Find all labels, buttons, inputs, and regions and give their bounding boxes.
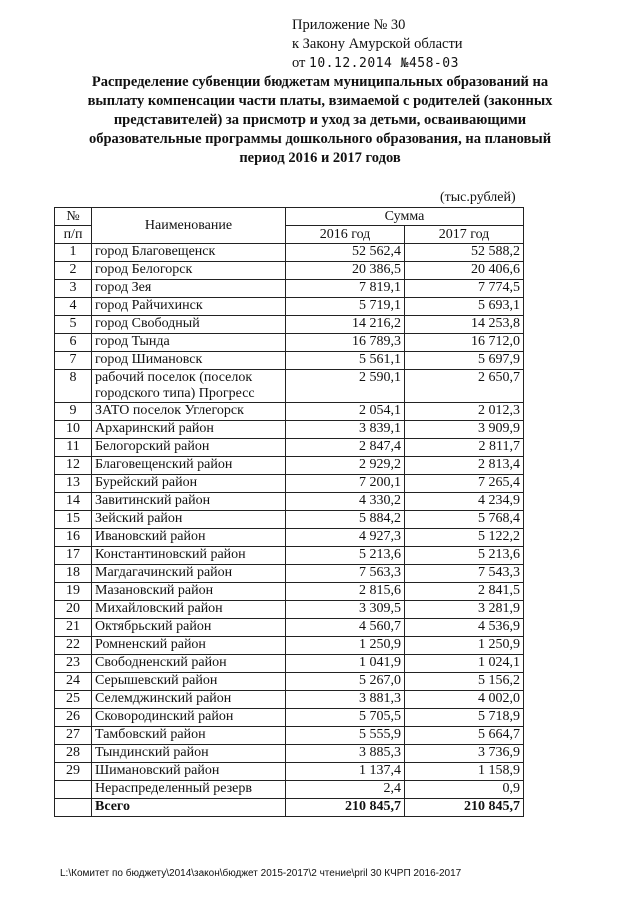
header-num-sub: п/п: [55, 226, 92, 244]
table-row: [55, 781, 524, 799]
row-2017: 16 712,0: [405, 334, 524, 352]
file-path-footer: L:\Комитет по бюджету\2014\закон\бюджет 2015-2017\2 чтение\pril 30 КЧРП 2016-2017: [60, 868, 462, 879]
row-number: 10: [55, 421, 92, 439]
table-row: [55, 763, 524, 781]
row-number: 18: [55, 565, 92, 583]
header-num: №: [55, 208, 92, 226]
row-number: 6: [55, 334, 92, 352]
row-2016: 5 884,2: [286, 511, 405, 529]
table-row: [55, 352, 524, 370]
row-2016: 5 705,5: [286, 709, 405, 727]
row-2017: 3 736,9: [405, 745, 524, 763]
table-row: [55, 655, 524, 673]
row-name: Магдагачинский район: [92, 565, 286, 583]
table-row: [55, 457, 524, 475]
row-name: город Райчихинск: [92, 298, 286, 316]
row-number: 26: [55, 709, 92, 727]
row-2017: 4 002,0: [405, 691, 524, 709]
row-2017: 5 156,2: [405, 673, 524, 691]
row-name: Константиновский район: [92, 547, 286, 565]
row-name: Шимановский район: [92, 763, 286, 781]
row-2017: 5 697,9: [405, 352, 524, 370]
table-row: [55, 511, 524, 529]
row-name: город Благовещенск: [92, 244, 286, 262]
row-name: Благовещенский район: [92, 457, 286, 475]
row-2016: 4 330,2: [286, 493, 405, 511]
row-2016: 3 885,3: [286, 745, 405, 763]
row-name: город Свободный: [92, 316, 286, 334]
row-name: город Зея: [92, 280, 286, 298]
title-line: период 2016 и 2017 годов: [239, 150, 401, 166]
row-2016: 5 213,6: [286, 547, 405, 565]
row-name: город Белогорск: [92, 262, 286, 280]
table-row: [55, 673, 524, 691]
table-row: [55, 280, 524, 298]
row-2016: 1 250,9: [286, 637, 405, 655]
row-number: 19: [55, 583, 92, 601]
table-row: [55, 439, 524, 457]
row-number: 29: [55, 763, 92, 781]
row-number: 15: [55, 511, 92, 529]
row-2017: 1 158,9: [405, 763, 524, 781]
row-number: 20: [55, 601, 92, 619]
row-2017: 52 588,2: [405, 244, 524, 262]
row-2017: 5 768,4: [405, 511, 524, 529]
row-2017: 14 253,8: [405, 316, 524, 334]
row-number: 16: [55, 529, 92, 547]
row-2016: 14 216,2: [286, 316, 405, 334]
row-name: Мазановский район: [92, 583, 286, 601]
table-row: [55, 334, 524, 352]
row-2016: 20 386,5: [286, 262, 405, 280]
row-name: Зейский район: [92, 511, 286, 529]
row-2016: 5 267,0: [286, 673, 405, 691]
row-2017: 7 543,3: [405, 565, 524, 583]
title-line: Распределение субвенции бюджетам муниципальных образований на: [91, 74, 549, 90]
row-number: 22: [55, 637, 92, 655]
row-2016: 2 929,2: [286, 457, 405, 475]
header-name: Наименование: [92, 208, 286, 244]
row-2016: 2 847,4: [286, 439, 405, 457]
header-2017: 2017 год: [405, 226, 524, 244]
header-sum: Сумма: [286, 208, 524, 226]
total-row: [55, 799, 524, 817]
row-name: Серышевский район: [92, 673, 286, 691]
row-2017: 5 693,1: [405, 298, 524, 316]
row-2017: 0,9: [405, 781, 524, 799]
row-name: рабочий поселок (поселок городского типа) Прогресс: [92, 370, 286, 403]
table-header-row: [55, 208, 524, 226]
row-name: Завитинский район: [92, 493, 286, 511]
row-name: Ивановский район: [92, 529, 286, 547]
table-row: [55, 565, 524, 583]
row-name: город Шимановск: [92, 352, 286, 370]
row-2017: 3 281,9: [405, 601, 524, 619]
row-number: 12: [55, 457, 92, 475]
row-name: Нераспределенный резерв: [92, 781, 286, 799]
table-row: [55, 370, 524, 403]
row-2017: 2 650,7: [405, 370, 524, 403]
row-2016: 2,4: [286, 781, 405, 799]
row-2016: 4 927,3: [286, 529, 405, 547]
row-name: Селемджинский район: [92, 691, 286, 709]
row-name: Белогорский район: [92, 439, 286, 457]
row-2016: 3 881,3: [286, 691, 405, 709]
row-name: Тамбовский район: [92, 727, 286, 745]
table-row: [55, 583, 524, 601]
row-2017: 7 265,4: [405, 475, 524, 493]
row-2017: 5 718,9: [405, 709, 524, 727]
row-2017: 2 811,7: [405, 439, 524, 457]
table-row: [55, 475, 524, 493]
table-row: [55, 709, 524, 727]
row-name: Сковородинский район: [92, 709, 286, 727]
row-number: 2: [55, 262, 92, 280]
row-name: Тындинский район: [92, 745, 286, 763]
unit-label: (тыс.рублей): [440, 190, 516, 205]
row-2017: 2 841,5: [405, 583, 524, 601]
row-2016: 4 560,7: [286, 619, 405, 637]
row-2017: 7 774,5: [405, 280, 524, 298]
appendix-law: к Закону Амурской области: [292, 36, 463, 52]
row-number: 14: [55, 493, 92, 511]
row-number: [55, 781, 92, 799]
appendix-number: Приложение № 30: [292, 17, 406, 33]
row-2017: 2 012,3: [405, 403, 524, 421]
row-number: 27: [55, 727, 92, 745]
row-2017: 3 909,9: [405, 421, 524, 439]
row-2017: 4 234,9: [405, 493, 524, 511]
row-2016: 5 719,1: [286, 298, 405, 316]
row-2017: 20 406,6: [405, 262, 524, 280]
row-name: Архаринский район: [92, 421, 286, 439]
row-2016: 7 819,1: [286, 280, 405, 298]
row-2017: 1 250,9: [405, 637, 524, 655]
row-name: Ромненский район: [92, 637, 286, 655]
row-name: Октябрьский район: [92, 619, 286, 637]
row-number: 13: [55, 475, 92, 493]
total-2016: 210 845,7: [286, 799, 405, 817]
table-row: [55, 637, 524, 655]
table-row: [55, 244, 524, 262]
table-row: [55, 493, 524, 511]
row-2016: 2 815,6: [286, 583, 405, 601]
table-row: [55, 691, 524, 709]
row-number: 28: [55, 745, 92, 763]
row-number: 17: [55, 547, 92, 565]
row-number: 1: [55, 244, 92, 262]
row-name: ЗАТО поселок Углегорск: [92, 403, 286, 421]
row-number: 21: [55, 619, 92, 637]
row-number: 7: [55, 352, 92, 370]
total-label: Всего: [92, 799, 286, 817]
title-line: образовательные программы дошкольного образования, на плановый: [88, 131, 552, 147]
header-2016: 2016 год: [286, 226, 405, 244]
table-row: [55, 601, 524, 619]
table-row: [55, 529, 524, 547]
row-2017: 5 664,7: [405, 727, 524, 745]
table-row: [55, 262, 524, 280]
row-2016: 2 590,1: [286, 370, 405, 403]
date-prefix: от: [292, 55, 306, 71]
row-2016: 16 789,3: [286, 334, 405, 352]
row-2017: 4 536,9: [405, 619, 524, 637]
row-2017: 5 213,6: [405, 547, 524, 565]
document-title: [40, 73, 600, 168]
row-2016: 3 309,5: [286, 601, 405, 619]
row-2017: 2 813,4: [405, 457, 524, 475]
row-number: 5: [55, 316, 92, 334]
row-number: 11: [55, 439, 92, 457]
row-name: Свободненский район: [92, 655, 286, 673]
row-name: Михайловский район: [92, 601, 286, 619]
row-2016: 2 054,1: [286, 403, 405, 421]
row-number: 9: [55, 403, 92, 421]
row-2016: 7 563,3: [286, 565, 405, 583]
table-row: [55, 745, 524, 763]
row-2016: 5 561,1: [286, 352, 405, 370]
appendix-date: [292, 54, 463, 73]
row-2016: 5 555,9: [286, 727, 405, 745]
row-name: город Тында: [92, 334, 286, 352]
date-handwritten: 10.12.2014 №458-03: [309, 56, 459, 71]
row-2016: 1 137,4: [286, 763, 405, 781]
table-row: [55, 619, 524, 637]
total-2017: 210 845,7: [405, 799, 524, 817]
row-2017: 5 122,2: [405, 529, 524, 547]
row-number: 8: [55, 370, 92, 403]
table-row: [55, 316, 524, 334]
row-2017: 1 024,1: [405, 655, 524, 673]
table-row: [55, 421, 524, 439]
table-row: [55, 403, 524, 421]
row-2016: 52 562,4: [286, 244, 405, 262]
row-2016: 7 200,1: [286, 475, 405, 493]
row-number: 4: [55, 298, 92, 316]
table-row: [55, 547, 524, 565]
row-number: 24: [55, 673, 92, 691]
table-row: [55, 727, 524, 745]
row-number: 25: [55, 691, 92, 709]
title-line: представителей) за присмотр и уход за детьми, осваивающими: [113, 112, 527, 128]
table-row: [55, 298, 524, 316]
row-2016: 1 041,9: [286, 655, 405, 673]
appendix-header: [292, 16, 463, 73]
row-number: 3: [55, 280, 92, 298]
row-2016: 3 839,1: [286, 421, 405, 439]
title-line: выплату компенсации части платы, взимаемой с родителей (законных: [87, 93, 553, 109]
subsidy-table: [54, 207, 524, 817]
row-name: Бурейский район: [92, 475, 286, 493]
row-number: 23: [55, 655, 92, 673]
